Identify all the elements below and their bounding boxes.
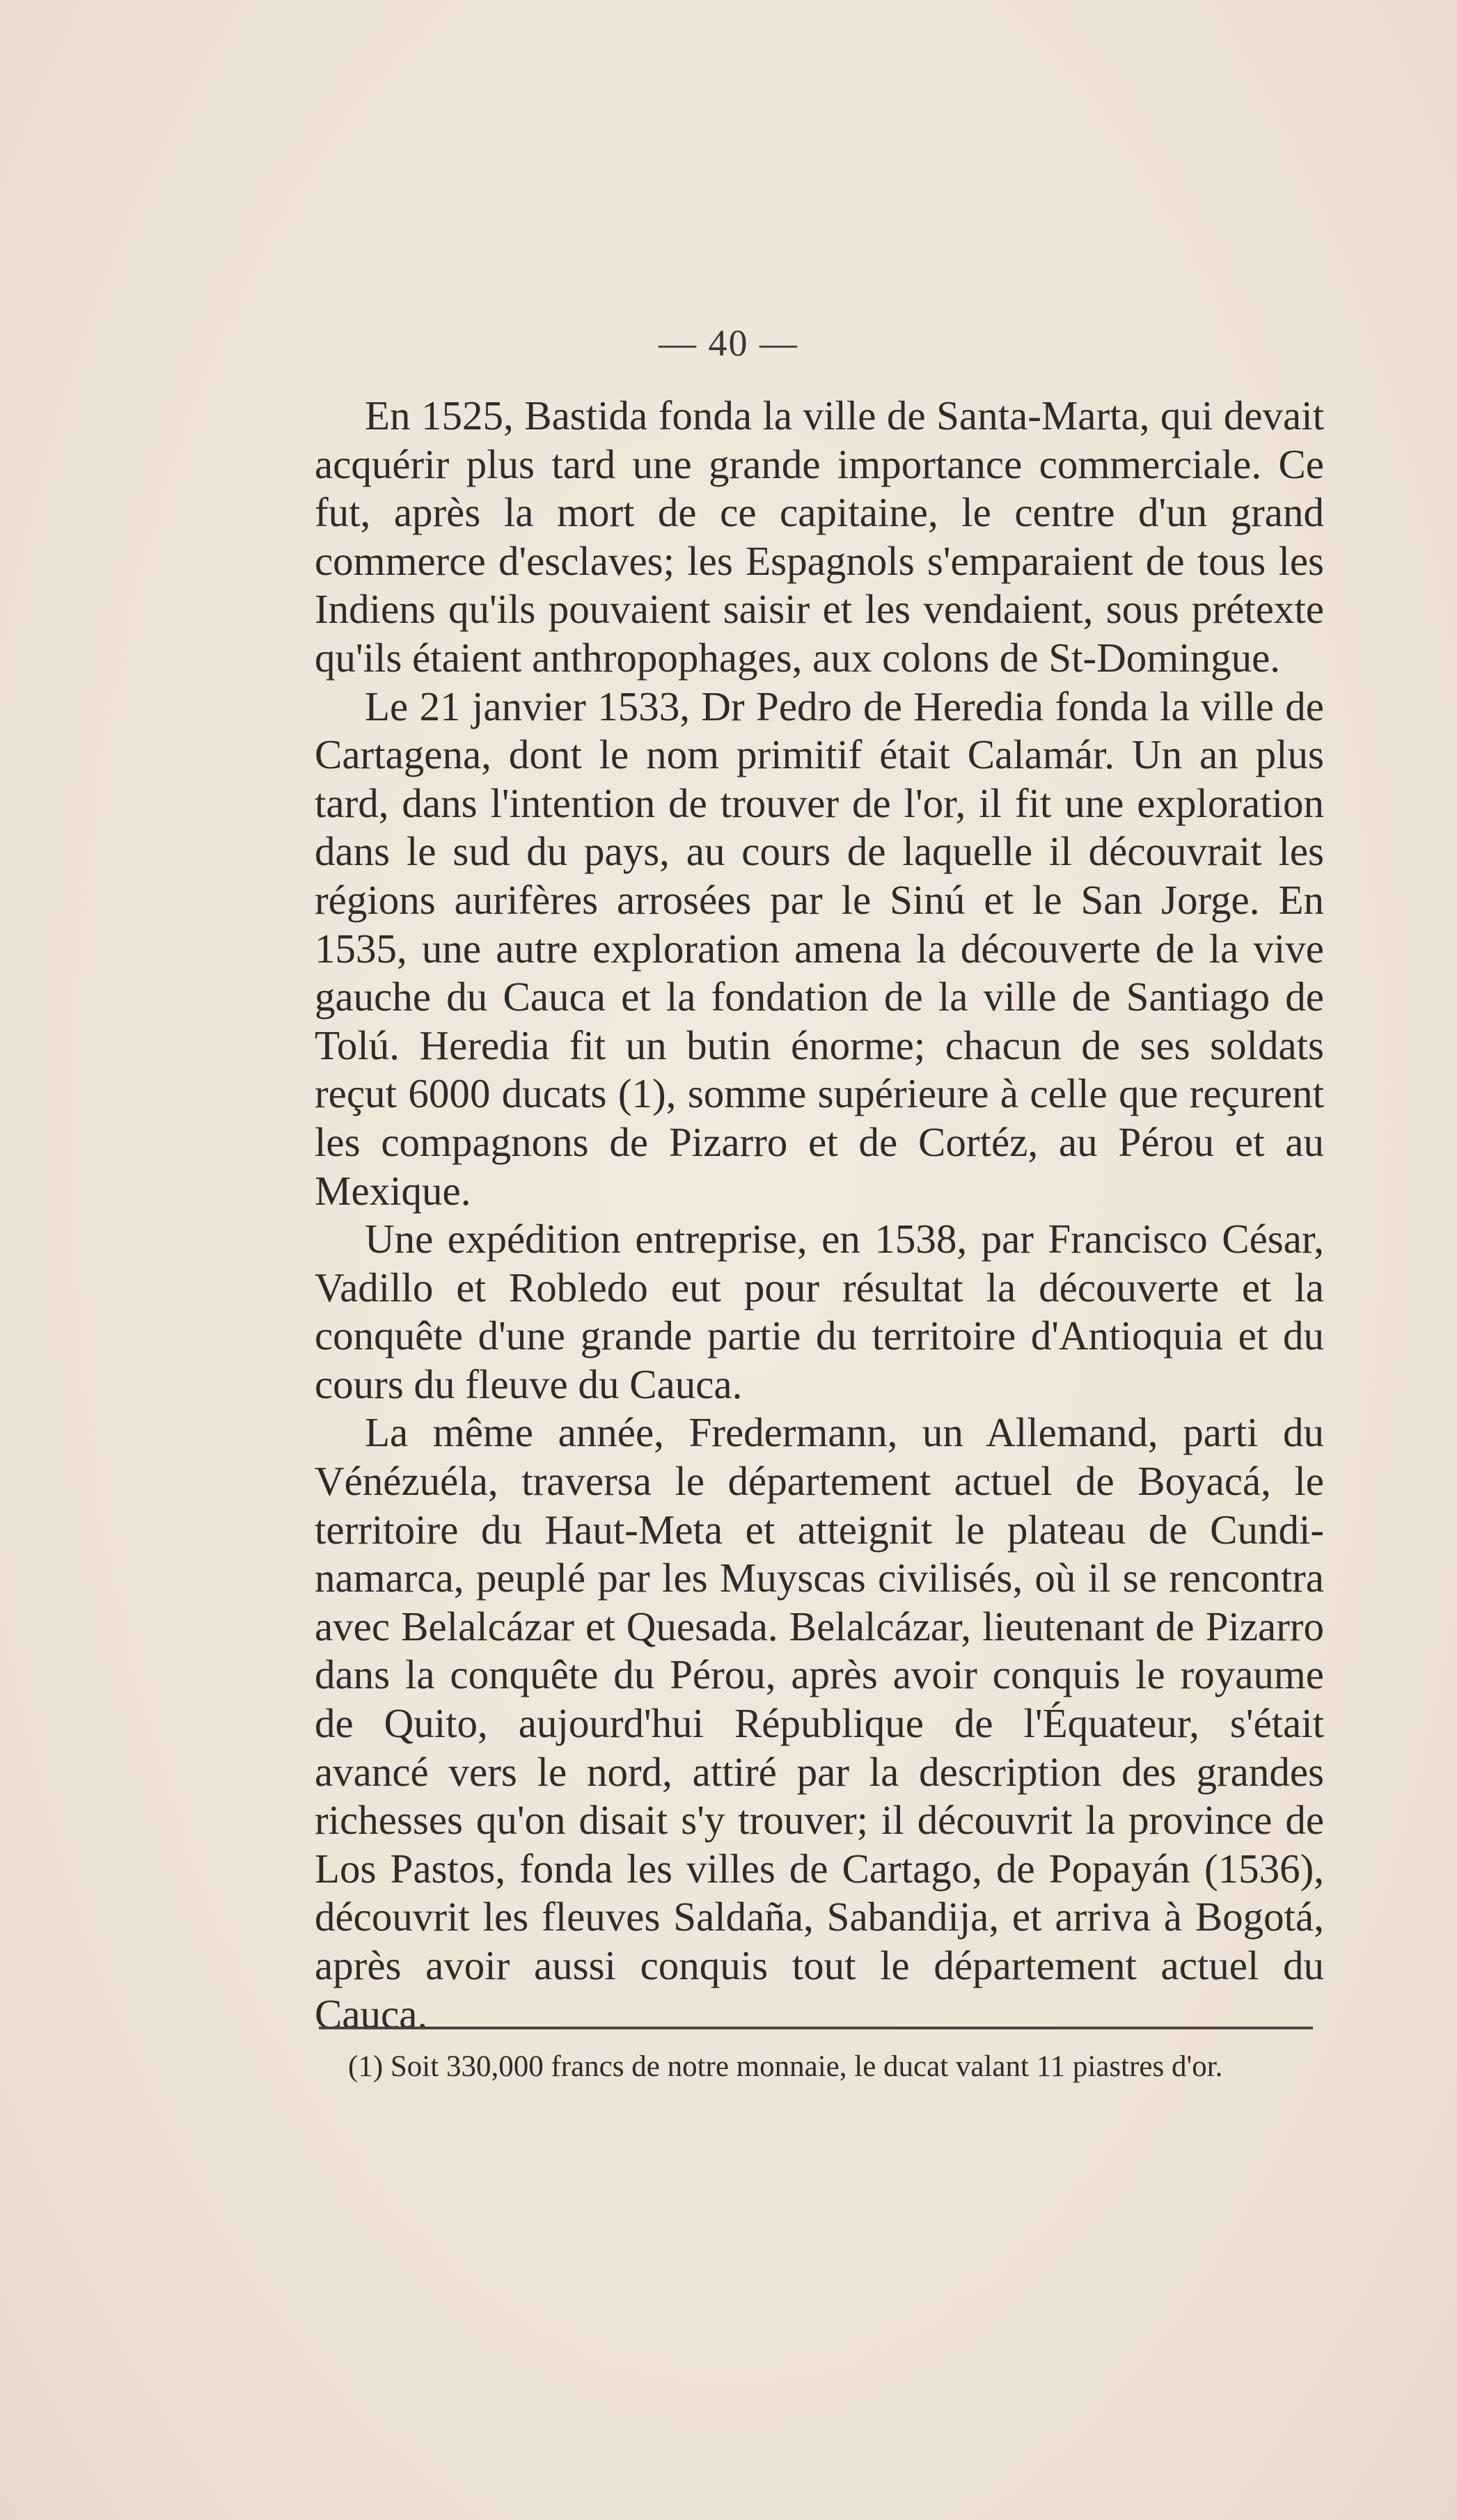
page-number: — 40 — xyxy=(659,322,798,364)
footnote: (1) Soit 330,000 francs de notre monnaie, le ducat valant 11 piastres d'or. xyxy=(348,2050,1223,2083)
body-text xyxy=(315,392,1324,2038)
paragraph-3: Une expédition entreprise, en 1538, par Francisco César, Vadillo et Robledo eut pour résultat la découverte et la conquête d'une grande partie du territoire d'Antioquia et du cours du fleuve du Cauca. xyxy=(315,1216,1324,1407)
footnote-divider xyxy=(319,2027,1313,2029)
paragraph-1: En 1525, Bastida fonda la ville de Santa-Marta, qui devait acquérir plus tard une grande importance commerciale. Ce fut, après la mort de ce capitaine, le centre d'un grand commerce d'esclaves; les Espagnols s'emparaient de tous les Indiens qu'ils pouvaient saisir et les vendaient, sous prétexte qu'ils étaient anthropophages, aux colons de St-Domingue. xyxy=(315,393,1324,681)
paragraph-2: Le 21 janvier 1533, Dr Pedro de Heredia fonda la ville de Cartagena, dont le nom primitif était Calamár. Un an plus tard, dans l'intention de trouver de l'or, il fit une exploration dans le sud du pays, au cours de laquelle il découvrait les régions aurifères arrosées par le Sinú et le San Jorge. En 1535, une autre exploration amena la découverte de la vive gauche du Cauca et la fondation de la ville de Santiago de Tolú. Heredia fit un butin énorme; chacun de ses soldats reçut 6000 ducats (1), somme supérieure à celle que reçurent les compagnons de Pizarro et de Cortéz, au Pérou et au Mexique. xyxy=(315,683,1324,1214)
paragraph-4: La même année, Fredermann, un Allemand, parti du Vénézuéla, traversa le département actuel de Boyacá, le territoire du Haut-Meta et atteignit le plateau de Cundinamarca, peuplé par les Muyscas civilisés, où il se rencontra avec Belalcázar et Quesada. Belalcázar, lieutenant de Pizarro dans la conquête du Pérou, après avoir conquis le royaume de Quito, aujourd'hui République de l'Équateur, s'était avancé vers le nord, attiré par la description des grandes richesses qu'on disait s'y trouver; il découvrit la province de Los Pastos, fonda les villes de Cartago, de Popayán (1536), découvrit les fleuves Saldaña, Sabandija, et arriva à Bogotá, après avoir aussi conquis tout le département actuel du Cauca. xyxy=(315,1409,1324,2037)
